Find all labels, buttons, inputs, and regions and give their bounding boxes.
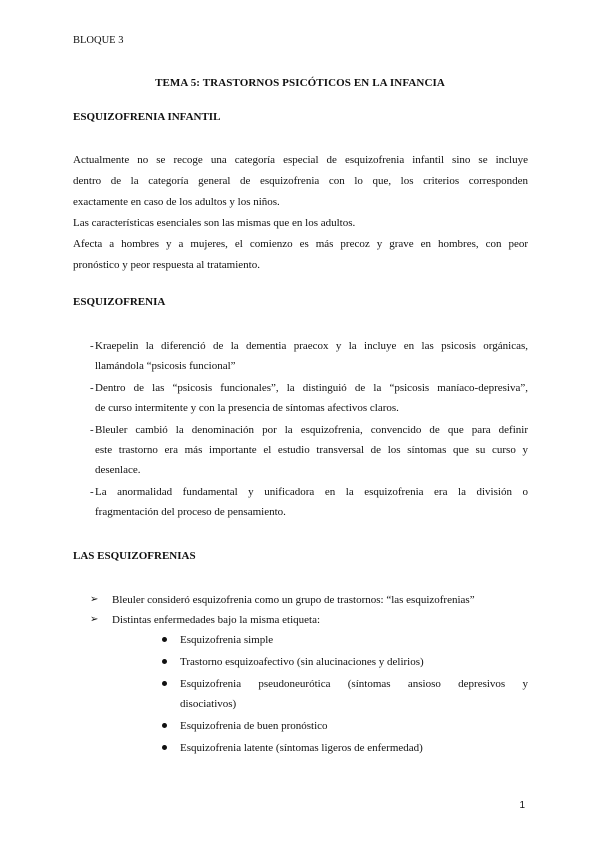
dash-marker: - [90, 424, 94, 436]
text-line: llamándola “psicosis funcional” [95, 360, 236, 372]
bullet-dot-icon [162, 723, 167, 728]
dash-list [73, 336, 528, 524]
bullet-dot-icon [162, 681, 167, 686]
text-line: Trastorno esquizoafectivo (sin alucinaciones y delirios) [180, 656, 424, 668]
list-item [73, 482, 528, 522]
list-item [73, 378, 528, 418]
list-item [162, 630, 528, 650]
dash-marker: - [90, 340, 94, 352]
text-line: pronóstico y peor respuesta al tratamiento. [73, 259, 260, 271]
list-item [162, 674, 528, 714]
list-item [162, 652, 528, 672]
list-item [162, 738, 528, 758]
text-line: Distintas enfermedades bajo la misma etiqueta: [112, 614, 321, 626]
dash-marker: - [90, 486, 94, 498]
text-line: Bleuler consideró esquizofrenia como un grupo de trastornos: “las esquizofrenias” [112, 594, 475, 606]
section-heading-esquizofrenia: ESQUIZOFRENIA [73, 296, 166, 308]
text-line: Esquizofrenia pseudoneurótica (síntomas ansioso depresivos y [180, 678, 528, 690]
text-line: desenlace. [95, 464, 141, 476]
text-line: exactamente en caso de los adultos y los niños. [73, 196, 280, 208]
bullet-dot-icon [162, 637, 167, 642]
block-label: BLOQUE 3 [73, 35, 124, 46]
text-line: Esquizofrenia latente (síntomas ligeros de enfermedad) [180, 742, 423, 754]
text-line: disociativos) [180, 698, 237, 710]
section-heading-las-esquizofrenias: LAS ESQUIZOFRENIAS [73, 550, 196, 562]
text-line: Esquizofrenia de buen pronóstico [180, 720, 328, 732]
list-item [162, 716, 528, 736]
text-line: fragmentación del proceso de pensamiento. [95, 506, 286, 518]
arrow-bullet-icon: ➢ [90, 594, 99, 605]
list-item [90, 610, 530, 630]
text-line: de curso intermitente y con la presencia de síntomas afectivos claros. [95, 402, 399, 414]
text-line: Bleuler cambió la denominación por la esquizofrenia, convencido de que para definir [95, 424, 528, 436]
text-line: Dentro de las “psicosis funcionales”, la distinguió de la “psicosis maníaco-depresiva”, [95, 382, 528, 394]
list-item [73, 336, 528, 376]
list-item [90, 590, 530, 610]
section1-paragraph [73, 150, 528, 276]
list-item [73, 420, 528, 480]
bullet-dot-icon [162, 659, 167, 664]
text-line: Esquizofrenia simple [180, 634, 274, 646]
text-line: Kraepelin la diferenció de la dementia praecox y la incluye en las psicosis orgánicas, [95, 340, 528, 352]
text-line: Actualmente no se recoge una categoría especial de esquizofrenia infantil sino se incluye [73, 154, 528, 166]
dash-marker: - [90, 382, 94, 394]
page-title: TEMA 5: TRASTORNOS PSICÓTICOS EN LA INFANCIA [155, 77, 445, 89]
text-line: La anormalidad fundamental y unificadora en la esquizofrenia era la división o [95, 486, 528, 498]
bullet-list [162, 630, 528, 760]
arrow-bullet-icon: ➢ [90, 614, 99, 625]
text-line: Las características esenciales son las mismas que en los adultos. [73, 217, 356, 229]
text-line: este trastorno era más importante el estudio transversal de los síntomas que su curso y [95, 444, 528, 456]
bullet-dot-icon [162, 745, 167, 750]
text-line: dentro de la categoría general de esquizofrenia con lo que, los criterios corresponden [73, 175, 528, 187]
page-number: 1 [519, 800, 525, 811]
text-line: Afecta a hombres y a mujeres, el comienzo es más precoz y grave en hombres, con peor [73, 238, 528, 250]
arrow-list [90, 590, 530, 630]
section-heading-esquizofrenia-infantil: ESQUIZOFRENIA INFANTIL [73, 111, 221, 123]
